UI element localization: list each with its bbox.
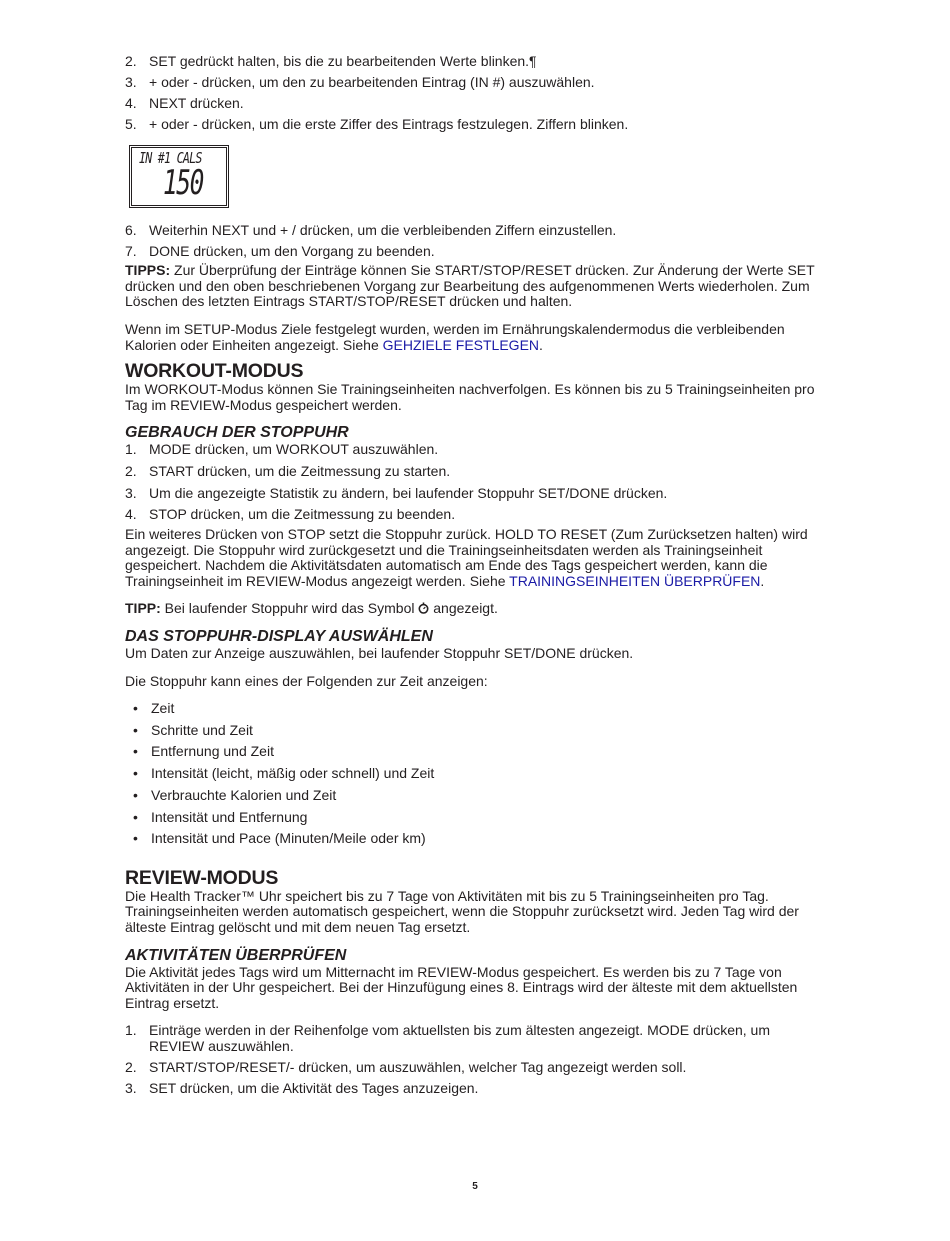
list-item: 1. Einträge werden in der Reihenfolge vom aktuellsten bis zum ältesten angezeigt. MODE drücken, um REVIEW auszuwählen. bbox=[125, 1022, 770, 1054]
page-number: 5 bbox=[472, 1181, 478, 1192]
steps-list-b bbox=[125, 223, 825, 260]
list-item: • Schritte und Zeit bbox=[133, 721, 253, 738]
steps-list-a bbox=[125, 54, 825, 133]
list-item: • Intensität und Pace (Minuten/Meile oder km) bbox=[133, 830, 426, 847]
subsection-title-stoppuhr: GEBRAUCH DER STOPPUHR bbox=[125, 424, 349, 442]
page-content bbox=[125, 54, 825, 1097]
list-item: 1. MODE drücken, um WORKOUT auszuwählen. bbox=[125, 441, 439, 458]
steps-list-stoppuhr bbox=[125, 442, 825, 523]
list-item: 3. + oder - drücken, um den zu bearbeitenden Eintrag (IN #) auszuwählen. bbox=[125, 73, 595, 90]
list-item: • Zeit bbox=[133, 700, 175, 717]
list-item: • Verbrauchte Kalorien und Zeit bbox=[133, 786, 337, 803]
list-item: 3. SET drücken, um die Aktivität des Tages anzuzeigen. bbox=[125, 1079, 479, 1096]
link-gehziele[interactable]: GEHZIELE FESTLEGEN bbox=[382, 336, 540, 353]
lcd-display-image bbox=[129, 145, 229, 208]
tipp-paragraph: TIPP: Bei laufender Stoppuhr wird das Symbol angezeigt. bbox=[125, 600, 498, 617]
display-options-list bbox=[125, 701, 825, 847]
steps-list-review bbox=[125, 1023, 825, 1096]
aktivitaeten-paragraph: Die Aktivität jedes Tags wird um Mitternacht im REVIEW-Modus gespeichert. Es werden bis zu 7 Tage von Aktivitäten in der Uhr gespeichert. Bei der Hinzufügung eines 8. Eintrags wird der älteste mit dem aktuellsten Eintrag ersetzt. bbox=[125, 963, 798, 1011]
tipps-paragraph: TIPPS: Zur Überprüfung der Einträge können Sie START/STOP/RESET drücken. Zur Änderung der Werte SET drücken und den oben beschriebenen Vorgang zur Bearbeitung des aufgenommenen Werts wiederholen. Zum Löschen des letzten Eintrags START/STOP/RESET drücken und halten. bbox=[125, 262, 815, 310]
section-title-workout: WORKOUT-MODUS bbox=[125, 360, 304, 383]
list-item: 7. DONE drücken, um den Vorgang zu beenden. bbox=[125, 242, 435, 259]
list-item: 5. + oder - drücken, um die erste Ziffer des Eintrags festzulegen. Ziffern blinken. bbox=[125, 115, 629, 132]
reset-paragraph: Ein weiteres Drücken von STOP setzt die Stoppuhr zurück. HOLD TO RESET (Zum Zurücksetzen halten) wird angezeigt. Die Stoppuhr wird zurückgesetzt und die Trainingseinheitsdaten werden als Trainingseinheit gespeichert. Nachdem die Aktivitätsdaten automatisch am Ende des Tags gespeichert werden, kann die Trainingseinheit im REVIEW-Modus angezeigt werden. Siehe TRAININGSEINHEITEN ÜBERPRÜFEN. bbox=[125, 525, 808, 589]
list-item: 2. START drücken, um die Zeitmessung zu starten. bbox=[125, 462, 451, 479]
list-item: 6. Weiterhin NEXT und + / drücken, um die verbleibenden Ziffern einzustellen. bbox=[125, 221, 617, 238]
lcd-label: IN #1 CALS bbox=[139, 148, 202, 167]
select-paragraph: Um Daten zur Anzeige auszuwählen, bei laufender Stoppuhr SET/DONE drücken. bbox=[125, 644, 634, 661]
review-intro: Die Health Tracker™ Uhr speichert bis zu 7 Tage von Aktivitäten mit bis zu 5 Trainingseinheiten pro Tag. Trainingseinheiten werden automatisch gespeichert, wenn die Stoppuhr zurücksetzt wird. Jeden Tag wird der älteste Eintrag gelöscht und mit dem neuen Tag ersetzt. bbox=[125, 887, 799, 935]
list-item: • Intensität und Entfernung bbox=[133, 808, 308, 825]
stopwatch-icon bbox=[418, 602, 429, 614]
section-title-review: REVIEW-MODUS bbox=[125, 866, 279, 889]
list-item: • Entfernung und Zeit bbox=[133, 743, 274, 760]
lcd-value: 150 bbox=[163, 162, 203, 203]
subsection-title-display: DAS STOPPUHR-DISPLAY AUSWÄHLEN bbox=[125, 627, 433, 645]
list-item: 2. START/STOP/RESET/- drücken, um auszuwählen, welcher Tag angezeigt werden soll. bbox=[125, 1058, 687, 1075]
can-show-paragraph: Die Stoppuhr kann eines der Folgenden zur Zeit anzeigen: bbox=[125, 672, 488, 689]
list-item: 3. Um die angezeigte Statistik zu ändern, bei laufender Stoppuhr SET/DONE drücken. bbox=[125, 484, 668, 501]
list-item: • Intensität (leicht, mäßig oder schnell) und Zeit bbox=[133, 765, 435, 782]
workout-intro: Im WORKOUT-Modus können Sie Trainingseinheiten nachverfolgen. Es können bis zu 5 Trainingseinheiten pro Tag im REVIEW-Modus gespeichert werden. bbox=[125, 381, 815, 413]
list-item: 4. NEXT drücken. bbox=[125, 94, 244, 111]
list-item: 2. SET gedrückt halten, bis die zu bearbeitenden Werte blinken.¶ bbox=[125, 53, 537, 69]
setup-paragraph: Wenn im SETUP-Modus Ziele festgelegt wurden, werden im Ernährungskalendermodus die verbleibenden Kalorien oder Einheiten angezeigt. Siehe GEHZIELE FESTLEGEN. bbox=[125, 320, 785, 353]
subsection-title-aktivitaeten: AKTIVITÄTEN ÜBERPRÜFEN bbox=[125, 946, 347, 964]
list-item: 4. STOP drücken, um die Zeitmessung zu beenden. bbox=[125, 506, 456, 523]
link-trainingseinheiten[interactable]: TRAININGSEINHEITEN ÜBERPRÜFEN bbox=[509, 572, 761, 589]
